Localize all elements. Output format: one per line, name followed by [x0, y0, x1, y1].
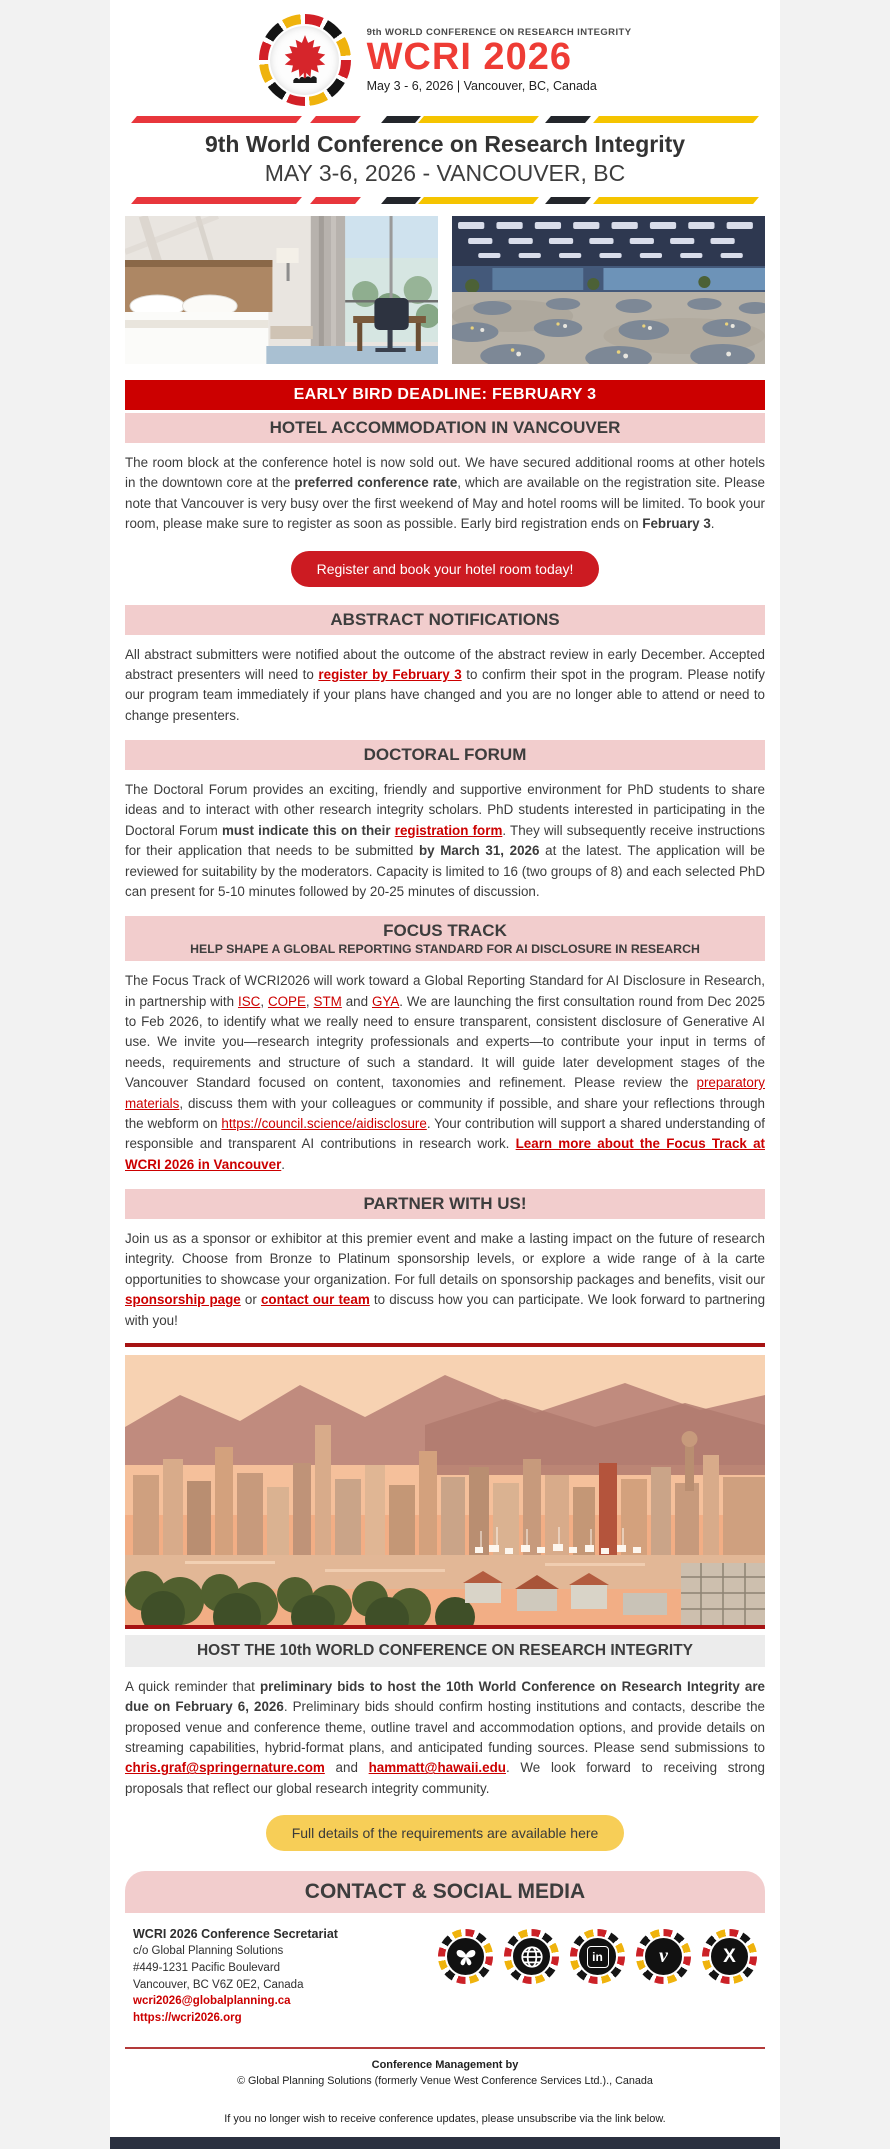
- inline-link[interactable]: hammatt@hawaii.edu: [368, 1760, 506, 1776]
- secretariat-line2: #449-1231 Pacific Boulevard: [133, 1961, 281, 1974]
- vancouver-skyline-photo: [125, 1355, 765, 1625]
- inline-link[interactable]: sponsorship page: [125, 1292, 241, 1308]
- abstract-section-heading: ABSTRACT NOTIFICATIONS: [125, 605, 765, 635]
- header-logo: [125, 12, 765, 106]
- secretariat-line3: Vancouver, BC V6Z 0E2, Canada: [133, 1978, 304, 1991]
- inline-link[interactable]: registration form: [394, 822, 503, 838]
- unsubscribe-note: If you no longer wish to receive conference updates, please unsubscribe via the link below.: [224, 2112, 666, 2125]
- focus-title: FOCUS TRACK: [383, 921, 507, 941]
- hotel-paragraph: The room block at the conference hotel is now sold out. We have secured additional rooms at other hotels in the downtown core at the preferred conference rate, which are available on the registration site. Please note that Vancouver is very busy over the first weekend of May and hotel rooms will be limited. To book your room, please make sure to register as soon as possible. Early bird registration ends on February 3.: [125, 455, 765, 532]
- secretariat-name: WCRI 2026 Conference Secretariat: [133, 1927, 338, 1942]
- early-bird-banner: EARLY BIRD DEADLINE: FEBRUARY 3: [125, 380, 765, 410]
- abstract-paragraph: All abstract submitters were notified about the outcome of the abstract review in early December. Accepted abstract presenters will need to register by February 3 to confirm their spot in the program. Please notify our program team immediately if your plans have changed and you are no longer able to attend or need to change presenters.: [125, 646, 765, 723]
- host-paragraph: A quick reminder that preliminary bids to host the 10th World Conference on Research Integrity are due on February 6, 2026. Preliminary bids should confirm hosting institutions and contacts, describe the proposed venue and conference theme, outline travel and accommodation options, and provide details on streaming capabilities, hybrid-format plans, and anticipated funding sources. Please send submissions to chris.graf@springernature.com and hammatt@hawaii.edu. We look forward to receiving strong proposals that reflect our global research integrity community.: [125, 1678, 765, 1796]
- inline-link[interactable]: COPE: [267, 993, 306, 1009]
- maple-leaf-icon: [277, 30, 333, 90]
- hotel-section-heading: HOTEL ACCOMMODATION IN VANCOUVER: [125, 413, 765, 443]
- focus-section-heading: [125, 916, 765, 961]
- inline-link[interactable]: GYA: [372, 993, 400, 1009]
- linkedin-icon[interactable]: in: [570, 1929, 625, 1984]
- register-button[interactable]: Register and book your hotel room today!: [291, 551, 600, 587]
- bluesky-icon[interactable]: [438, 1929, 493, 1984]
- host-details-button[interactable]: Full details of the requirements are available here: [266, 1815, 625, 1851]
- contact-section-heading: CONTACT & SOCIAL MEDIA: [125, 1871, 765, 1913]
- management-note: [125, 2059, 765, 2087]
- x-twitter-icon[interactable]: X: [702, 1929, 757, 1984]
- photo-row: [125, 216, 765, 364]
- footer-divider: [125, 2047, 765, 2049]
- secretariat-website-link[interactable]: https://wcri2026.org: [133, 2011, 242, 2024]
- doctoral-section-heading: DOCTORAL FORUM: [125, 740, 765, 770]
- partner-paragraph: Join us as a sponsor or exhibitor at this premier event and make a lasting impact on the future of research integrity. Choose from Bronze to Platinum sponsorship levels, or explore a wide range of à la carte opportunities to showcase your organization. For full details on sponsorship packages and benefits, visit our sponsorship page or contact our team to discuss how you can participate. We look forward to partnering with you!: [125, 1231, 766, 1328]
- red-divider-bottom: [125, 1625, 765, 1629]
- red-divider-top: [125, 1343, 765, 1347]
- management-company: © Global Planning Solutions (formerly Venue West Conference Services Ltd.)., Canada: [237, 2074, 653, 2087]
- host-section-heading: HOST THE 10th WORLD CONFERENCE ON RESEARCH INTEGRITY: [125, 1635, 765, 1667]
- vimeo-icon[interactable]: v: [636, 1929, 691, 1984]
- ballroom-photo: [452, 216, 765, 364]
- inline-link[interactable]: chris.graf@springernature.com: [125, 1760, 325, 1776]
- secretariat-line1: c/o Global Planning Solutions: [133, 1945, 284, 1958]
- inline-link[interactable]: Learn more about the Focus Track at WCRI 2026 in Vancouver: [125, 1136, 765, 1172]
- doctoral-paragraph: The Doctoral Forum provides an exciting, friendly and supportive environment for PhD students to share ideas and to interact with other research integrity scholars. PhD students interested in participating in the Doctoral Forum must indicate this on their registration form. They will subsequently receive instructions for their application that needs to be submitted by March 31, 2026 at the latest. The application will be reviewed for suitability by the moderators. Capacity is limited to 16 (two groups of 8) and each selected PhD can present for 5-10 minutes followed by 20-25 minutes of discussion.: [125, 782, 765, 899]
- social-icons: [438, 1925, 757, 2026]
- inline-link[interactable]: preparatory materials: [125, 1075, 765, 1111]
- inline-link[interactable]: https://council.science/aidisclosure: [221, 1115, 427, 1131]
- focus-subtitle: HELP SHAPE A GLOBAL REPORTING STANDARD FOR AI DISCLOSURE IN RESEARCH: [190, 942, 700, 957]
- decorative-stripes-bottom: [134, 197, 756, 204]
- wcri-logo-badge: [259, 14, 351, 106]
- page-title: 9th World Conference on Research Integrity: [204, 131, 686, 157]
- logo-brand: WCRI 2026: [366, 35, 572, 78]
- inline-link[interactable]: ISC: [237, 993, 261, 1009]
- email-newsletter: [110, 0, 780, 2149]
- hotel-room-photo: [125, 216, 438, 364]
- bottom-bar: [110, 2137, 780, 2149]
- partner-section-heading: PARTNER WITH US!: [125, 1189, 765, 1219]
- secretariat-email-link[interactable]: wcri2026@globalplanning.ca: [133, 1995, 291, 2008]
- logo-tagline: May 3 - 6, 2026 | Vancouver, BC, Canada: [366, 79, 597, 94]
- focus-paragraph: The Focus Track of WCRI2026 will work toward a Global Reporting Standard for AI Disclosure in Research, in partnership with ISC, COPE, STM and GYA. We are launching the first consultation round from Dec 2025 to Feb 2026, to identify what we really need to ensure transparent, consistent disclosure of Generative AI use. We invite you—research integrity professionals and experts—to contribute your input in terms of needs, requirements and structure of such a standard. It will guide later development stages of the Vancouver Standard focused on content, taxonomies and refinement. Please review the preparatory materials, discuss them with your colleagues or community if possible, and share your reflections through the webform on https://council.science/aidisclosure. Your contribution will support a shared understanding of responsible and transparent AI contributions in research work. Learn more about the Focus Track at WCRI 2026 in Vancouver.: [125, 973, 765, 1172]
- decorative-stripes-top: [134, 116, 756, 123]
- inline-link[interactable]: STM: [313, 993, 342, 1009]
- inline-link[interactable]: register by February 3: [318, 666, 462, 682]
- inline-link[interactable]: contact our team: [260, 1292, 370, 1308]
- website-globe-icon[interactable]: [504, 1929, 559, 1984]
- logo-eyebrow: 9th WORLD CONFERENCE ON RESEARCH INTEGRITY: [366, 26, 632, 38]
- page-subtitle: MAY 3-6, 2026 - VANCOUVER, BC: [264, 160, 626, 186]
- contact-block: [125, 1913, 765, 2030]
- management-label: Conference Management by: [371, 2058, 519, 2071]
